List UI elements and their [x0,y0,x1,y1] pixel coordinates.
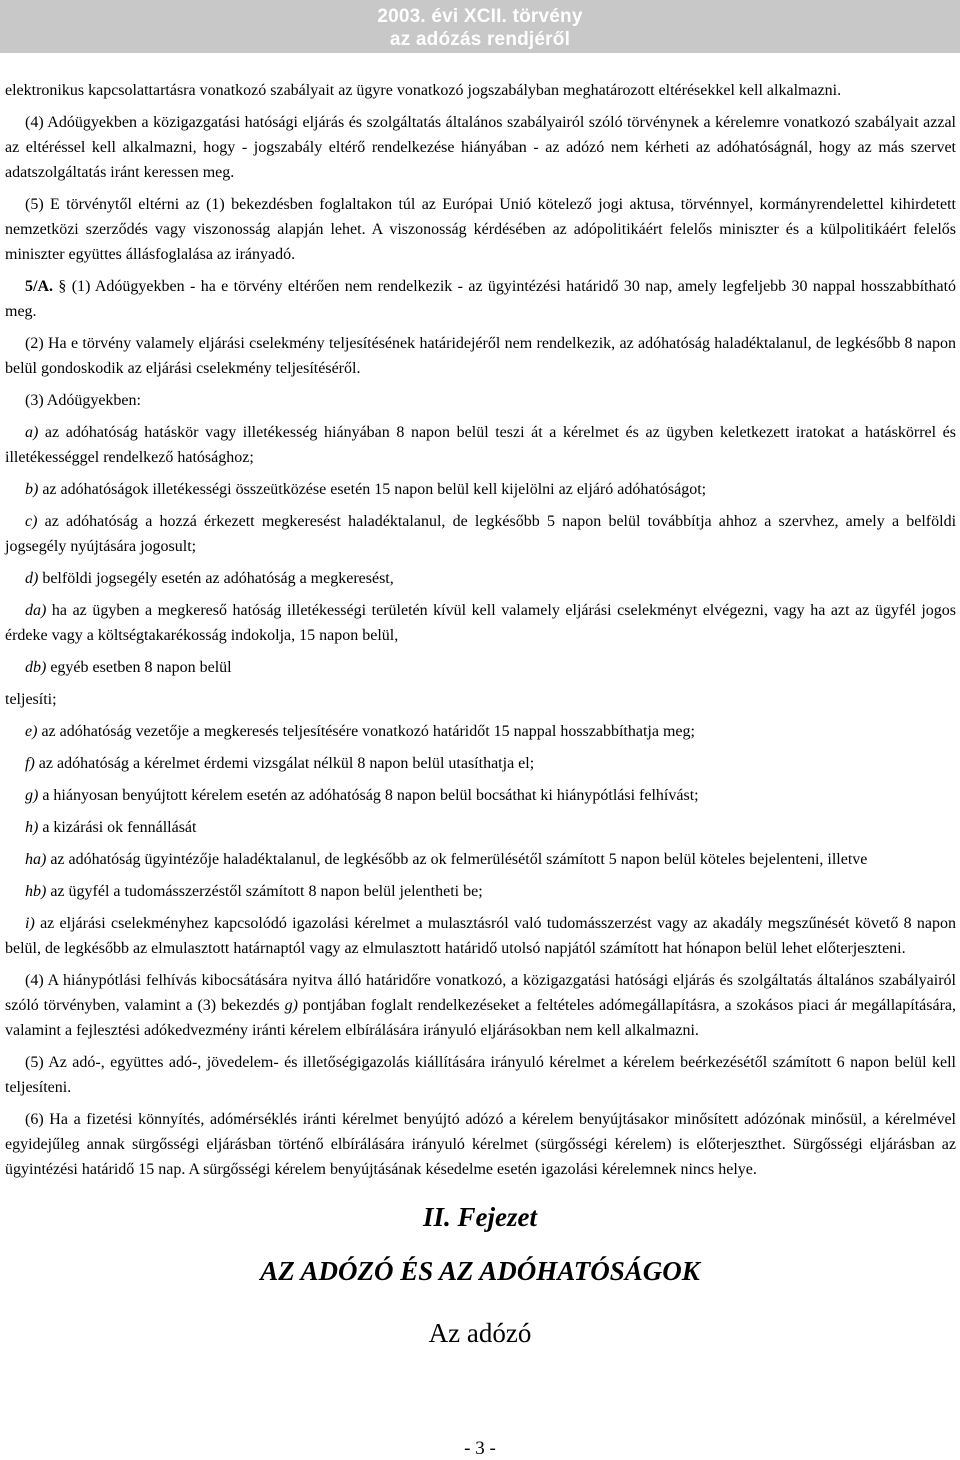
section-5a-3: (3) Adóügyekben: [25,392,141,409]
point-text: az adóhatóság hatáskör vagy illetékesség hiányában 8 napon belül teszi át a kérelmet és az ügyben keletkezett iratokat a hatáskörrel és illetékességgel rendelkező hatósághoz; [5,424,956,466]
point-a [5,420,956,470]
point-label: e) [25,723,38,740]
point-text: az adóhatóság a hozzá érkezett megkeresést haladéktalanul, de legkésőbb 5 napon belül továbbítja ahhoz a szervhez, amely a belföldi jogsegély nyújtására jogosult; [5,513,957,555]
page-header [0,0,960,53]
point-text: az adóhatóság vezetője a megkeresés teljesítésére vonatkozó határidőt 15 nappal hosszabbíthatja meg; [41,723,695,740]
point-text: az adóhatóságok illetékességi összeütközése esetén 15 napon belül kell kijelölni az eljáró adóhatóságot; [42,481,707,498]
point-label: c) [25,513,38,530]
chapter-title: AZ ADÓZÓ ÉS AZ ADÓHATÓSÁGOK [260,1256,700,1286]
point-label: hb) [25,883,47,900]
paragraph-text: (4) A hiánypótlási felhívás kibocsátására nyitva álló határidőre vonatkozó, a közigazgatási hatósági eljárás és szolgáltatás általános szabályairól szóló törvényben, valamint a (3) bekezdés [5,972,956,1014]
point-f [5,751,956,776]
chapter-subtitle: Az adózó [428,1318,532,1348]
point-label: i) [25,915,35,932]
point-text: az eljárási cselekményhez kapcsolódó igazolási kérelmet a mulasztásról való tudomásszerzést vagy az akadály megszűnését követő 8 napon belül, de legkésőbb az elmulasztott határnaptól vagy az elmulasztott határidő utolsó napjától számított hat hónapon belül lehet előterjeszteni. [5,915,957,957]
point-text: a hiányosan benyújtott kérelem esetén az adóhatóság 8 napon belül bocsáthat ki hiánypótlási felhívást; [42,787,699,804]
point-reference: g) [284,997,298,1014]
section-5a-2: (2) Ha e törvény valamely eljárási cselekmény teljesítésének határidejéről nem rendelkezik, az adóhatóság haladéktalanul, de legkésőbb 8 napon belül gondoskodik az eljárási cselekmény teljesítéséről. [5,335,956,377]
point-e [5,719,956,744]
point-label: d) [25,570,39,587]
point-label: db) [25,659,47,676]
point-text: a kizárási ok fennállását [42,819,197,836]
point-text: az adóhatóság ügyintézője haladéktalanul, de legkésőbb az ok felmerülésétől számított 5 napon belül köteles bejelenteni, illetve [50,851,868,868]
point-text: belföldi jogsegély esetén az adóhatóság a megkeresést, [42,570,394,587]
section-5a-4 [5,968,956,1043]
header-law-title: 2003. évi XCII. törvény [377,6,583,27]
point-text: az adóhatóság a kérelmet érdemi vizsgálat nélkül 8 napon belül utasíthatja el; [38,755,535,772]
point-ha [5,847,956,872]
paragraph-continuation: elektronikus kapcsolattartásra vonatkozó szabályait az ügyre vonatkozó jogszabályban meghatározott eltérésekkel kell alkalmazni. [5,82,842,99]
point-label: da) [25,602,47,619]
chapter-number: II. Fejezet [423,1202,537,1232]
paragraph-text-continued: pontjában foglalt rendelkezéseket a feltételes adómegállapításra, a szokásos piaci ár megállapítására, valamint a fejlesztési adókedvezmény iránti kérelem elbírálására irányuló eljárásokban nem kell alkalmazni. [5,997,956,1039]
point-text: egyéb esetben 8 napon belül [50,659,232,676]
point-label: ha) [25,851,47,868]
paragraph-5: (5) E törvénytől eltérni az (1) bekezdésben foglaltakon túl az Európai Unió kötelező jogi aktusa, törvénnyel, kormányrendelettel kihirdetett nemzetközi szerződés vagy viszonosság alapján lehet. A viszonosság kérdésében az adópolitikáért felelős miniszter és a külpolitikáért felelős miniszter együttes állásfoglalása az irányadó. [5,196,956,263]
point-d-closing: teljesíti; [5,691,57,708]
point-label: f) [25,755,35,772]
section-5a-1 [5,274,956,324]
header-law-subtitle: az adózás rendjéről [389,29,571,50]
section-number: 5/A. [25,278,53,295]
point-i [5,911,956,961]
document-body [5,78,956,1182]
point-g [5,783,956,808]
point-c [5,509,956,559]
point-label: h) [25,819,39,836]
section-5a-1-text: § (1) Adóügyekben - ha e törvény eltérően nem rendelkezik - az ügyintézési határidő 30 nap, amely legfeljebb 30 nappal hosszabbítható meg. [5,278,957,320]
point-text: ha az ügyben a megkereső hatóság illetékességi területén kívül kell valamely eljárási cselekményt elvégezni, vagy ha azt az ügyfél jogos érdeke vagy a költségtakarékosság indokolja, 15 napon belül, [5,602,957,644]
section-5a-6: (6) Ha a fizetési könnyítés, adómérséklés iránti kérelmet benyújtó adózó a kérelem benyújtásakor minősített adózónak minősül, a kérelmével egyidejűleg annak sürgősségi eljárásban történő elbírálására irányuló kérelmet (sürgősségi kérelem) is előterjeszthet. Sürgősségi eljárásban az ügyintézési határidő 15 nap. A sürgősségi kérelem benyújtásának késedelme esetén igazolási kérelemnek nincs helye. [5,1111,956,1178]
section-5a-5: (5) Az adó-, együttes adó-, jövedelem- és illetőségigazolás kiállítására irányuló kérelmet a kérelem beérkezésétől számított 6 napon belül kell teljesíteni. [5,1054,956,1096]
point-d [5,566,956,591]
point-label: b) [25,481,39,498]
page-number: - 3 - [464,1438,496,1459]
point-h [5,815,956,840]
point-text: az ügyfél a tudomásszerzéstől számított 8 napon belül jelentheti be; [50,883,483,900]
point-da [5,598,956,648]
paragraph-4: (4) Adóügyekben a közigazgatási hatósági eljárás és szolgáltatás általános szabályairól szóló törvénynek a kérelemre vonatkozó szabályait azzal az eltéréssel kell alkalmazni, hogy - jogszabály eltérő rendelkezése hiányában - az adózó nem kérheti az adóhatóságnál, hogy az más szervet adatszolgáltatás iránt keressen meg. [5,114,956,181]
point-db [5,655,956,680]
point-label: g) [25,787,39,804]
point-hb [5,879,956,904]
point-label: a) [25,424,39,441]
point-b [5,477,956,502]
